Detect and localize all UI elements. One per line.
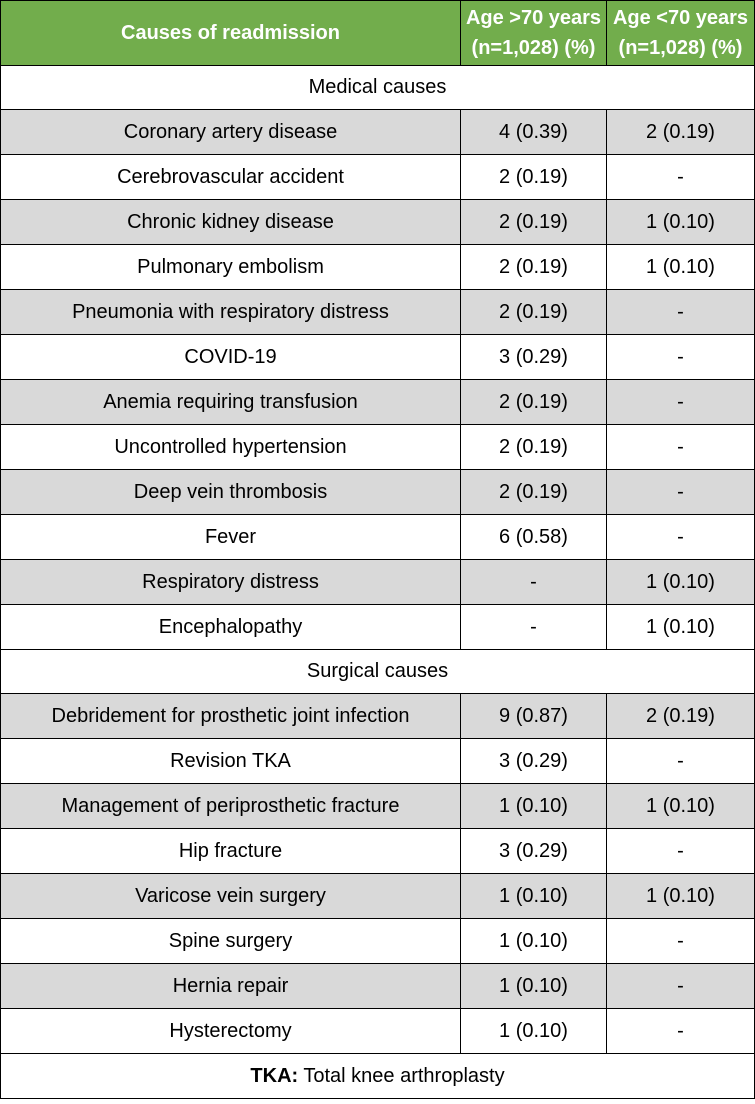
- cause-cell: Fever: [1, 515, 461, 560]
- table-row: [1, 964, 755, 1009]
- age-over-70-cell: 1 (0.10): [461, 1009, 607, 1054]
- header-age-over-70: [461, 1, 607, 66]
- table-row: [1, 515, 755, 560]
- table-row: [1, 739, 755, 784]
- header-age-under-70-line2: (n=1,028) (%): [618, 37, 743, 59]
- age-under-70-cell: -: [607, 829, 755, 874]
- age-over-70-cell: -: [461, 605, 607, 650]
- table-row: [1, 694, 755, 739]
- footnote-abbr: TKA:: [250, 1064, 299, 1087]
- age-over-70-cell: 1 (0.10): [461, 784, 607, 829]
- age-under-70-cell: 1 (0.10): [607, 200, 755, 245]
- age-over-70-cell: 3 (0.29): [461, 739, 607, 784]
- cause-cell: Varicose vein surgery: [1, 874, 461, 919]
- cause-cell: Chronic kidney disease: [1, 200, 461, 245]
- table-row: [1, 425, 755, 470]
- age-over-70-cell: 1 (0.10): [461, 874, 607, 919]
- table-row: [1, 110, 755, 155]
- header-age-under-70-line1: Age <70 years: [612, 7, 749, 29]
- section-title: Medical causes: [1, 66, 755, 110]
- age-over-70-cell: 2 (0.19): [461, 290, 607, 335]
- cause-cell: Spine surgery: [1, 919, 461, 964]
- table-row: [1, 290, 755, 335]
- age-over-70-cell: 2 (0.19): [461, 470, 607, 515]
- cause-cell: Coronary artery disease: [1, 110, 461, 155]
- age-under-70-cell: -: [607, 155, 755, 200]
- cause-cell: Hip fracture: [1, 829, 461, 874]
- section-title: Surgical causes: [1, 650, 755, 694]
- cause-cell: Management of periprosthetic fracture: [1, 784, 461, 829]
- age-over-70-cell: 2 (0.19): [461, 425, 607, 470]
- table-row: [1, 380, 755, 425]
- age-under-70-cell: 2 (0.19): [607, 110, 755, 155]
- table-row: [1, 1009, 755, 1054]
- age-over-70-cell: 2 (0.19): [461, 245, 607, 290]
- cause-cell: Hernia repair: [1, 964, 461, 1009]
- cause-cell: Debridement for prosthetic joint infection: [1, 694, 461, 739]
- age-over-70-cell: -: [461, 560, 607, 605]
- age-over-70-cell: 4 (0.39): [461, 110, 607, 155]
- cause-cell: Hysterectomy: [1, 1009, 461, 1054]
- age-under-70-cell: 1 (0.10): [607, 605, 755, 650]
- table-row: [1, 200, 755, 245]
- footnote-row: [1, 1054, 755, 1099]
- footnote: [1, 1054, 755, 1099]
- age-over-70-cell: 1 (0.10): [461, 919, 607, 964]
- cause-cell: Respiratory distress: [1, 560, 461, 605]
- section-row: [1, 650, 755, 694]
- age-under-70-cell: -: [607, 964, 755, 1009]
- section-row: [1, 66, 755, 110]
- header-row: [1, 1, 755, 66]
- age-over-70-cell: 3 (0.29): [461, 829, 607, 874]
- age-under-70-cell: 1 (0.10): [607, 874, 755, 919]
- cause-cell: Pneumonia with respiratory distress: [1, 290, 461, 335]
- age-under-70-cell: -: [607, 739, 755, 784]
- cause-cell: Encephalopathy: [1, 605, 461, 650]
- table-body: [1, 66, 755, 1054]
- age-over-70-cell: 3 (0.29): [461, 335, 607, 380]
- age-under-70-cell: -: [607, 335, 755, 380]
- age-under-70-cell: -: [607, 919, 755, 964]
- cause-cell: Uncontrolled hypertension: [1, 425, 461, 470]
- table-row: [1, 245, 755, 290]
- footnote-text: Total knee arthroplasty: [298, 1064, 505, 1087]
- age-under-70-cell: -: [607, 1009, 755, 1054]
- table-row: [1, 335, 755, 380]
- cause-cell: Anemia requiring transfusion: [1, 380, 461, 425]
- table-row: [1, 470, 755, 515]
- age-under-70-cell: 2 (0.19): [607, 694, 755, 739]
- age-under-70-cell: 1 (0.10): [607, 245, 755, 290]
- age-under-70-cell: 1 (0.10): [607, 784, 755, 829]
- table-row: [1, 784, 755, 829]
- cause-cell: COVID-19: [1, 335, 461, 380]
- age-under-70-cell: -: [607, 290, 755, 335]
- age-over-70-cell: 9 (0.87): [461, 694, 607, 739]
- table-row: [1, 829, 755, 874]
- table-row: [1, 874, 755, 919]
- table-row: [1, 919, 755, 964]
- age-over-70-cell: 2 (0.19): [461, 155, 607, 200]
- table-row: [1, 560, 755, 605]
- header-age-under-70: [607, 1, 755, 66]
- age-under-70-cell: -: [607, 470, 755, 515]
- header-age-over-70-line2: (n=1,028) (%): [471, 37, 596, 59]
- cause-cell: Cerebrovascular accident: [1, 155, 461, 200]
- table-row: [1, 605, 755, 650]
- age-under-70-cell: 1 (0.10): [607, 560, 755, 605]
- age-over-70-cell: 1 (0.10): [461, 964, 607, 1009]
- header-causes: Causes of readmission: [1, 1, 461, 66]
- cause-cell: Revision TKA: [1, 739, 461, 784]
- age-over-70-cell: 2 (0.19): [461, 200, 607, 245]
- age-over-70-cell: 2 (0.19): [461, 380, 607, 425]
- age-under-70-cell: -: [607, 425, 755, 470]
- age-under-70-cell: -: [607, 515, 755, 560]
- cause-cell: Deep vein thrombosis: [1, 470, 461, 515]
- age-over-70-cell: 6 (0.58): [461, 515, 607, 560]
- cause-cell: Pulmonary embolism: [1, 245, 461, 290]
- table-row: [1, 155, 755, 200]
- age-under-70-cell: -: [607, 380, 755, 425]
- header-age-over-70-line1: Age >70 years: [465, 7, 602, 29]
